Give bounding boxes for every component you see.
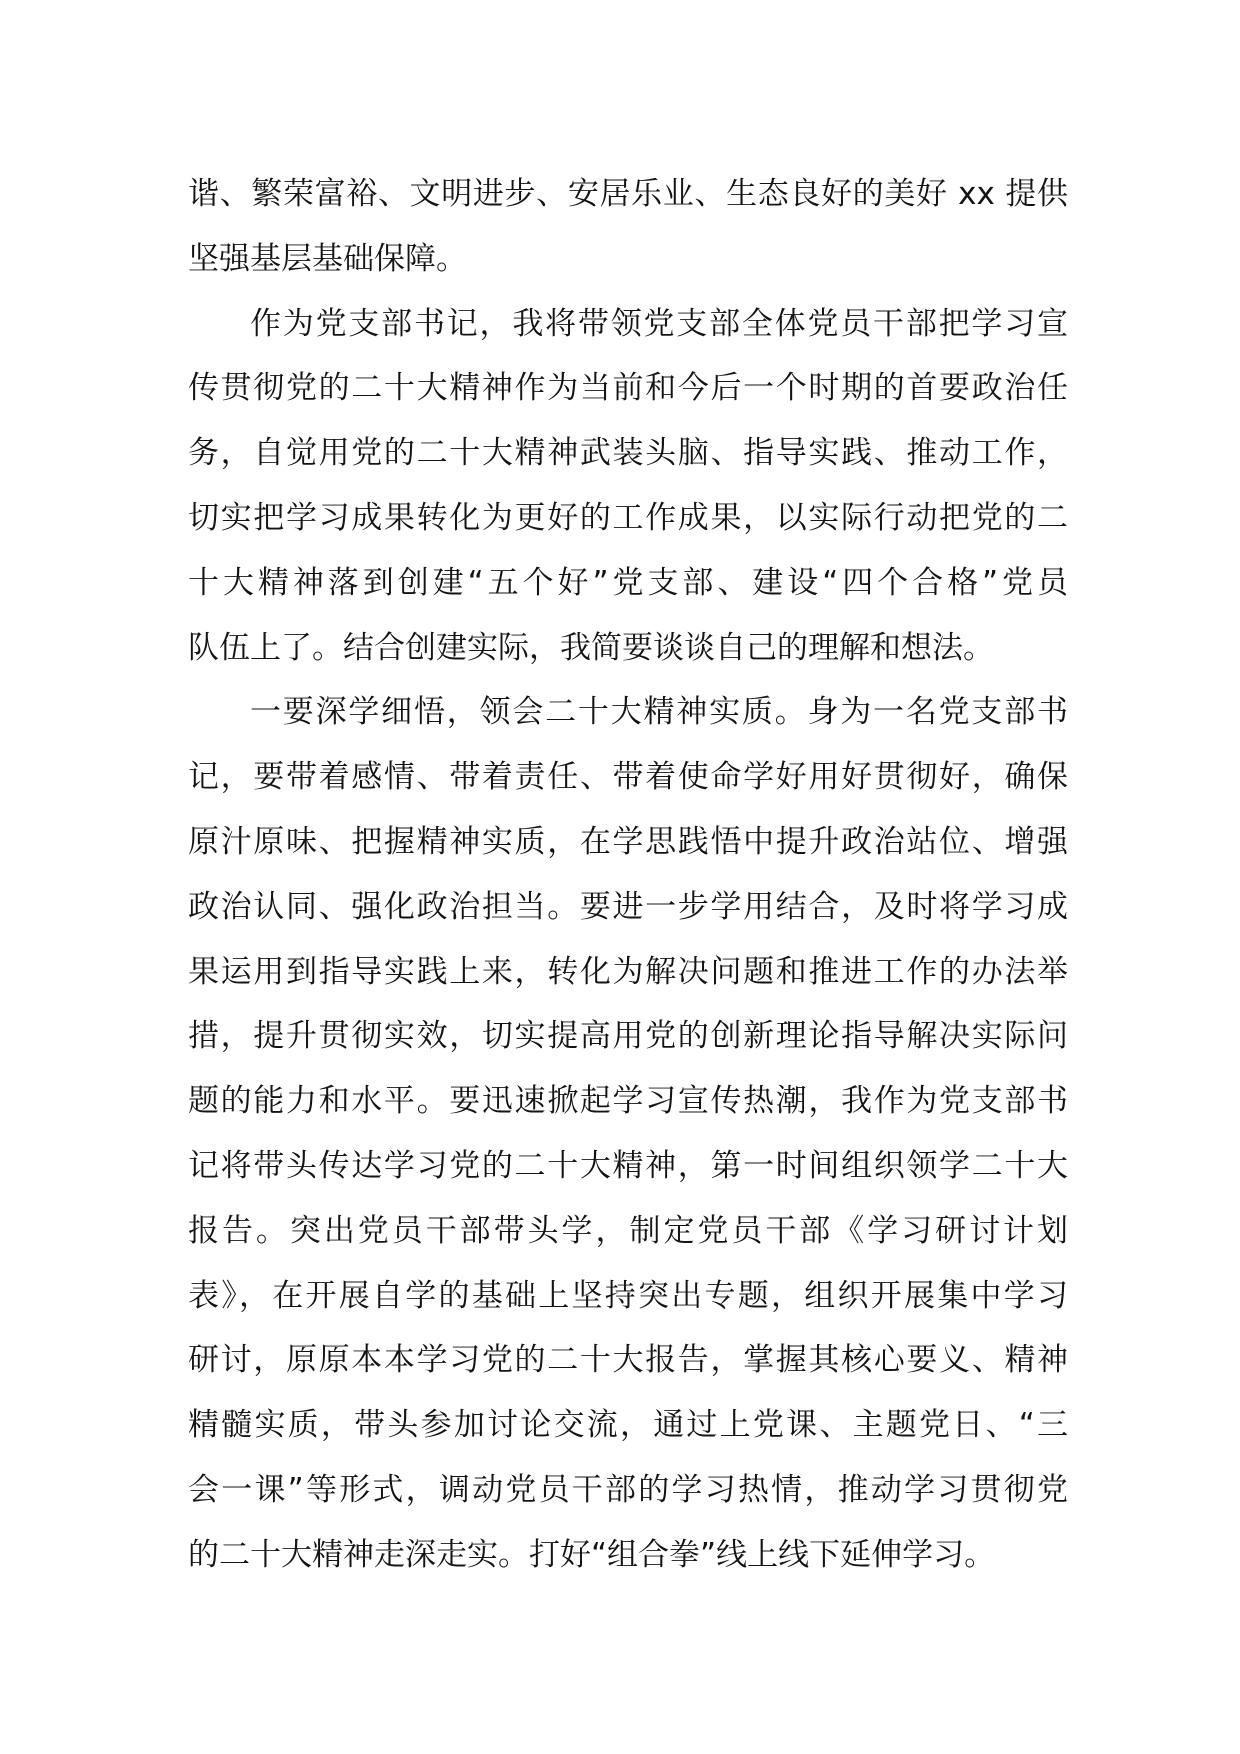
text-line: 务，自觉用党的二十大精神武装头脑、指导实践、推动工作，	[188, 435, 1068, 472]
text-line: 记，要带着感情、带着责任、带着使命学好用好贯彻好，确保	[188, 759, 1068, 796]
text-line: 谐、繁荣富裕、文明进步、安居乐业、生态良好的美好 xx 提供	[188, 176, 1068, 212]
paragraph-first-line: 作为党支部书记，我将带领党支部全体党员干部把学习宣	[250, 305, 1068, 342]
text-line: 措，提升贯彻实效，切实提高用党的创新理论指导解决实际问	[188, 1018, 1068, 1055]
text-line: 十大精神落到创建“五个好”党支部、建设“四个合格”党员	[188, 564, 1068, 601]
text-line: 题的能力和水平。要迅速掀起学习宣传热潮，我作为党支部书	[188, 1083, 1068, 1120]
text-line: 报告。突出党员干部带头学，制定党员干部《学习研讨计划	[188, 1212, 1068, 1249]
text-line: 坚强基层基础保障。	[188, 240, 467, 277]
text-line: 研讨，原原本本学习党的二十大报告，掌握其核心要义、精神	[188, 1342, 1068, 1379]
paragraph-first-line: 一要深学细悟，领会二十大精神实质。身为一名党支部书	[250, 694, 1068, 731]
text-line: 原汁原味、把握精神实质，在学思践悟中提升政治站位、增强	[188, 823, 1068, 860]
text-line: 精髓实质，带头参加讨论交流，通过上党课、主题党日、“三	[188, 1407, 1068, 1444]
text-line: 会一课”等形式，调动党员干部的学习热情，推动学习贯彻党	[188, 1471, 1068, 1508]
text-line: 队伍上了。结合创建实际，我简要谈谈自己的理解和想法。	[188, 629, 994, 666]
text-line: 政治认同、强化政治担当。要进一步学用结合，及时将学习成	[188, 888, 1068, 925]
text-line: 记将带头传达学习党的二十大精神，第一时间组织领学二十大	[188, 1147, 1068, 1184]
text-line: 的二十大精神走深走实。打好“组合拳”线上线下延伸学习。	[188, 1536, 996, 1573]
text-line: 切实把学习成果转化为更好的工作成果，以实际行动把党的二	[188, 499, 1068, 536]
text-line: 传贯彻党的二十大精神作为当前和今后一个时期的首要政治任	[188, 370, 1068, 407]
text-line: 果运用到指导实践上来，转化为解决问题和推进工作的办法举	[188, 953, 1068, 990]
body-text	[188, 162, 1068, 1588]
text-line: 表》，在开展自学的基础上坚持突出专题，组织开展集中学习	[188, 1277, 1068, 1314]
